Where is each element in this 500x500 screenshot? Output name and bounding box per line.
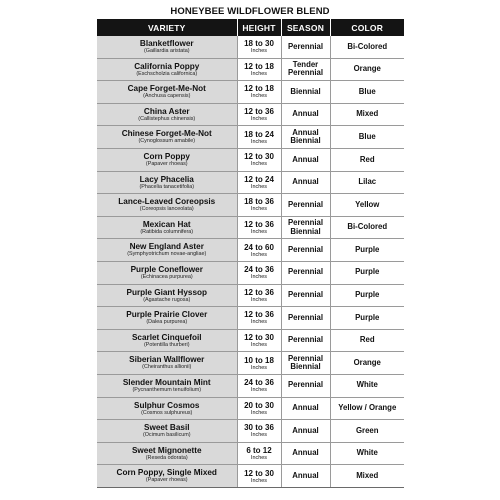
season-line: Perennial xyxy=(287,290,324,300)
height-cell xyxy=(237,261,281,284)
season-line: Annual xyxy=(292,127,319,137)
season-cell xyxy=(281,261,330,284)
height-unit: Inches xyxy=(251,364,267,371)
height-cell xyxy=(237,352,281,375)
height-value: 12 to 18 xyxy=(244,61,274,71)
season-cell xyxy=(281,58,330,81)
variety-name: Purple Prairie Clover xyxy=(126,310,208,320)
variety-name: Lance-Leaved Coreopsis xyxy=(118,197,216,207)
variety-latin-name: (Echinacea purpurea) xyxy=(140,273,193,280)
season-line: Biennial xyxy=(290,86,321,96)
color-cell: Orange xyxy=(330,352,404,375)
color-cell: White xyxy=(330,374,404,397)
table-row xyxy=(97,442,404,465)
variety-name: Lacy Phacelia xyxy=(139,174,194,184)
variety-name: Corn Poppy, Single Mixed xyxy=(116,468,217,478)
variety-cell xyxy=(97,307,237,330)
variety-latin-name: (Papaver rhoeas) xyxy=(145,161,188,168)
variety-cell xyxy=(97,148,237,171)
height-value: 20 to 30 xyxy=(244,400,274,410)
season-cell xyxy=(281,397,330,420)
height-value: 12 to 36 xyxy=(244,310,274,320)
color-cell: Bi-Colored xyxy=(330,216,404,239)
season-line: Perennial xyxy=(287,353,324,363)
season-cell xyxy=(281,81,330,104)
height-unit: Inches xyxy=(251,274,267,281)
color-cell: Blue xyxy=(330,81,404,104)
variety-latin-name: (Cosmos sulphureus) xyxy=(141,409,193,416)
variety-cell xyxy=(97,420,237,443)
season-line: Annual xyxy=(292,177,319,187)
header-row xyxy=(97,19,404,36)
table-row xyxy=(97,58,404,81)
color-cell: Purple xyxy=(330,284,404,307)
table-row xyxy=(97,397,404,420)
height-cell xyxy=(237,307,281,330)
color-cell: Yellow / Orange xyxy=(330,397,404,420)
height-cell xyxy=(237,58,281,81)
height-cell xyxy=(237,374,281,397)
variety-name: Blanketflower xyxy=(139,39,194,49)
season-line: Annual xyxy=(292,109,319,119)
variety-latin-name: (Phacelia tanacetifolia) xyxy=(139,183,195,190)
height-cell xyxy=(237,36,281,58)
height-unit: Inches xyxy=(251,48,267,55)
height-value: 12 to 30 xyxy=(244,333,274,343)
height-unit: Inches xyxy=(251,432,267,439)
height-unit: Inches xyxy=(251,454,267,461)
height-unit: Inches xyxy=(251,229,267,236)
season-line: Perennial xyxy=(287,199,324,209)
season-cell xyxy=(281,284,330,307)
variety-latin-name: (Potentilla thurberi) xyxy=(143,341,190,348)
height-cell xyxy=(237,465,281,488)
variety-latin-name: (Papaver rhoeas) xyxy=(145,477,188,484)
chart-title: HONEYBEE WILDFLOWER BLEND xyxy=(170,6,330,17)
height-cell xyxy=(237,126,281,149)
height-unit: Inches xyxy=(251,409,267,416)
season-cell xyxy=(281,126,330,149)
variety-cell xyxy=(97,442,237,465)
height-cell xyxy=(237,442,281,465)
variety-name: Sweet Mignonette xyxy=(131,445,202,455)
variety-latin-name: (Ratibida columnifera) xyxy=(140,228,194,235)
height-cell xyxy=(237,103,281,126)
table-row xyxy=(97,36,404,58)
height-value: 18 to 36 xyxy=(244,197,274,207)
season-line: Perennial xyxy=(287,267,324,277)
color-cell: Blue xyxy=(330,126,404,149)
variety-cell xyxy=(97,329,237,352)
variety-cell xyxy=(97,171,237,194)
season-cell xyxy=(281,465,330,488)
variety-cell xyxy=(97,261,237,284)
variety-latin-name: (Symphyotrichum novae-angliae) xyxy=(127,251,207,258)
table-row xyxy=(97,194,404,217)
variety-cell xyxy=(97,36,237,58)
season-line: Perennial xyxy=(287,335,324,345)
season-line: Tender xyxy=(292,59,319,69)
variety-latin-name: (Dalea purpurea) xyxy=(146,319,188,326)
season-line: Annual xyxy=(292,425,319,435)
height-cell xyxy=(237,420,281,443)
height-cell xyxy=(237,329,281,352)
height-unit: Inches xyxy=(251,183,267,190)
variety-cell xyxy=(97,397,237,420)
height-unit: Inches xyxy=(251,477,267,484)
height-unit: Inches xyxy=(251,116,267,123)
color-cell: White xyxy=(330,442,404,465)
variety-latin-name: (Cynoglossum amabile) xyxy=(138,138,196,145)
color-cell: Bi-Colored xyxy=(330,36,404,58)
table-row xyxy=(97,148,404,171)
height-value: 18 to 24 xyxy=(244,129,274,139)
height-value: 10 to 18 xyxy=(244,355,274,365)
height-cell xyxy=(237,194,281,217)
season-cell xyxy=(281,420,330,443)
variety-latin-name: (Pycnanthemum tenuifolium) xyxy=(132,386,202,393)
season-cell xyxy=(281,103,330,126)
variety-latin-name: (Reseda odorata) xyxy=(145,454,188,461)
table-row xyxy=(97,465,404,488)
table-row xyxy=(97,216,404,239)
color-cell: Green xyxy=(330,420,404,443)
height-value: 18 to 30 xyxy=(244,39,274,49)
table-row xyxy=(97,352,404,375)
height-cell xyxy=(237,397,281,420)
height-cell xyxy=(237,171,281,194)
height-unit: Inches xyxy=(251,387,267,394)
variety-name: Scarlet Cinquefoil xyxy=(131,332,202,342)
height-value: 24 to 60 xyxy=(244,242,274,252)
variety-name: Sweet Basil xyxy=(143,423,190,433)
variety-name: California Poppy xyxy=(134,61,200,71)
color-cell: Purple xyxy=(330,261,404,284)
height-cell xyxy=(237,239,281,262)
season-line: Perennial xyxy=(287,41,324,51)
table-row xyxy=(97,374,404,397)
height-unit: Inches xyxy=(251,251,267,258)
variety-latin-name: (Gaillardia aristata) xyxy=(143,48,190,55)
height-cell xyxy=(237,81,281,104)
variety-cell xyxy=(97,58,237,81)
variety-latin-name: (Agastache rugosa) xyxy=(143,296,191,303)
season-cell xyxy=(281,352,330,375)
variety-name: Cape Forget-Me-Not xyxy=(127,84,206,94)
height-cell xyxy=(237,216,281,239)
variety-name: New England Aster xyxy=(129,242,204,252)
column-header-color: COLOR xyxy=(330,19,404,36)
table-row xyxy=(97,81,404,104)
variety-cell xyxy=(97,126,237,149)
table-row xyxy=(97,307,404,330)
season-line: Biennial xyxy=(290,362,321,372)
table-row xyxy=(97,420,404,443)
season-cell xyxy=(281,442,330,465)
height-value: 24 to 36 xyxy=(244,378,274,388)
table-row xyxy=(97,239,404,262)
variety-name: Mexican Hat xyxy=(142,219,191,229)
season-line: Annual xyxy=(292,154,319,164)
variety-cell xyxy=(97,103,237,126)
height-value: 12 to 36 xyxy=(244,107,274,117)
wildflower-table xyxy=(97,19,404,488)
table-row xyxy=(97,171,404,194)
variety-cell xyxy=(97,284,237,307)
table-row xyxy=(97,126,404,149)
height-value: 6 to 12 xyxy=(246,445,272,455)
height-value: 12 to 24 xyxy=(244,174,274,184)
variety-name: Purple Coneflower xyxy=(130,264,203,274)
variety-cell xyxy=(97,374,237,397)
season-line: Biennial xyxy=(290,136,321,146)
height-unit: Inches xyxy=(251,296,267,303)
variety-cell xyxy=(97,239,237,262)
color-cell: Purple xyxy=(330,307,404,330)
height-value: 12 to 36 xyxy=(244,220,274,230)
variety-latin-name: (Ocimum basilicum) xyxy=(142,432,191,439)
color-cell: Red xyxy=(330,148,404,171)
season-line: Perennial xyxy=(287,218,324,228)
variety-cell xyxy=(97,352,237,375)
height-value: 30 to 36 xyxy=(244,423,274,433)
variety-name: Corn Poppy xyxy=(143,152,190,162)
variety-name: Chinese Forget-Me-Not xyxy=(121,129,212,139)
column-header-height: HEIGHT xyxy=(237,19,281,36)
height-value: 24 to 36 xyxy=(244,265,274,275)
season-cell xyxy=(281,307,330,330)
season-line: Perennial xyxy=(287,244,324,254)
season-cell xyxy=(281,171,330,194)
variety-cell xyxy=(97,194,237,217)
height-value: 12 to 18 xyxy=(244,84,274,94)
table-row xyxy=(97,261,404,284)
color-cell: Yellow xyxy=(330,194,404,217)
variety-latin-name: (Callistephus chinensis) xyxy=(138,115,196,122)
height-unit: Inches xyxy=(251,93,267,100)
height-value: 12 to 30 xyxy=(244,468,274,478)
height-unit: Inches xyxy=(251,342,267,349)
color-cell: Orange xyxy=(330,58,404,81)
season-line: Annual xyxy=(292,470,319,480)
variety-name: Siberian Wallflower xyxy=(129,355,205,365)
color-cell: Lilac xyxy=(330,171,404,194)
height-unit: Inches xyxy=(251,206,267,213)
height-value: 12 to 36 xyxy=(244,287,274,297)
height-unit: Inches xyxy=(251,138,267,145)
table-body xyxy=(97,36,404,487)
height-unit: Inches xyxy=(251,70,267,77)
color-cell: Mixed xyxy=(330,465,404,488)
season-cell xyxy=(281,36,330,58)
season-cell xyxy=(281,329,330,352)
column-header-season: SEASON xyxy=(281,19,330,36)
season-line: Annual xyxy=(292,448,319,458)
season-cell xyxy=(281,194,330,217)
season-line: Perennial xyxy=(287,380,324,390)
variety-latin-name: (Cheiranthus allionii) xyxy=(142,364,192,371)
table-row xyxy=(97,329,404,352)
height-value: 12 to 30 xyxy=(244,152,274,162)
season-cell xyxy=(281,216,330,239)
variety-latin-name: (Coreopsis lanceolata) xyxy=(139,206,194,213)
color-cell: Purple xyxy=(330,239,404,262)
table-header xyxy=(97,19,404,36)
height-unit: Inches xyxy=(251,161,267,168)
season-line: Biennial xyxy=(290,226,321,236)
season-line: Annual xyxy=(292,403,319,413)
variety-name: Slender Mountain Mint xyxy=(122,377,211,387)
season-line: Perennial xyxy=(287,312,324,322)
color-cell: Red xyxy=(330,329,404,352)
variety-latin-name: (Eschscholzia californica) xyxy=(136,70,198,77)
variety-cell xyxy=(97,81,237,104)
height-cell xyxy=(237,284,281,307)
table-row xyxy=(97,284,404,307)
variety-name: China Aster xyxy=(143,106,190,116)
variety-cell xyxy=(97,465,237,488)
variety-cell xyxy=(97,216,237,239)
height-cell xyxy=(237,148,281,171)
variety-name: Purple Giant Hyssop xyxy=(126,287,208,297)
table-row xyxy=(97,103,404,126)
season-cell xyxy=(281,374,330,397)
variety-name: Sulphur Cosmos xyxy=(133,400,200,410)
season-cell xyxy=(281,148,330,171)
season-cell xyxy=(281,239,330,262)
color-cell: Mixed xyxy=(330,103,404,126)
height-unit: Inches xyxy=(251,319,267,326)
column-header-variety: VARIETY xyxy=(97,19,237,36)
variety-latin-name: (Anchusa capensis) xyxy=(143,93,191,100)
season-line: Perennial xyxy=(287,68,324,78)
